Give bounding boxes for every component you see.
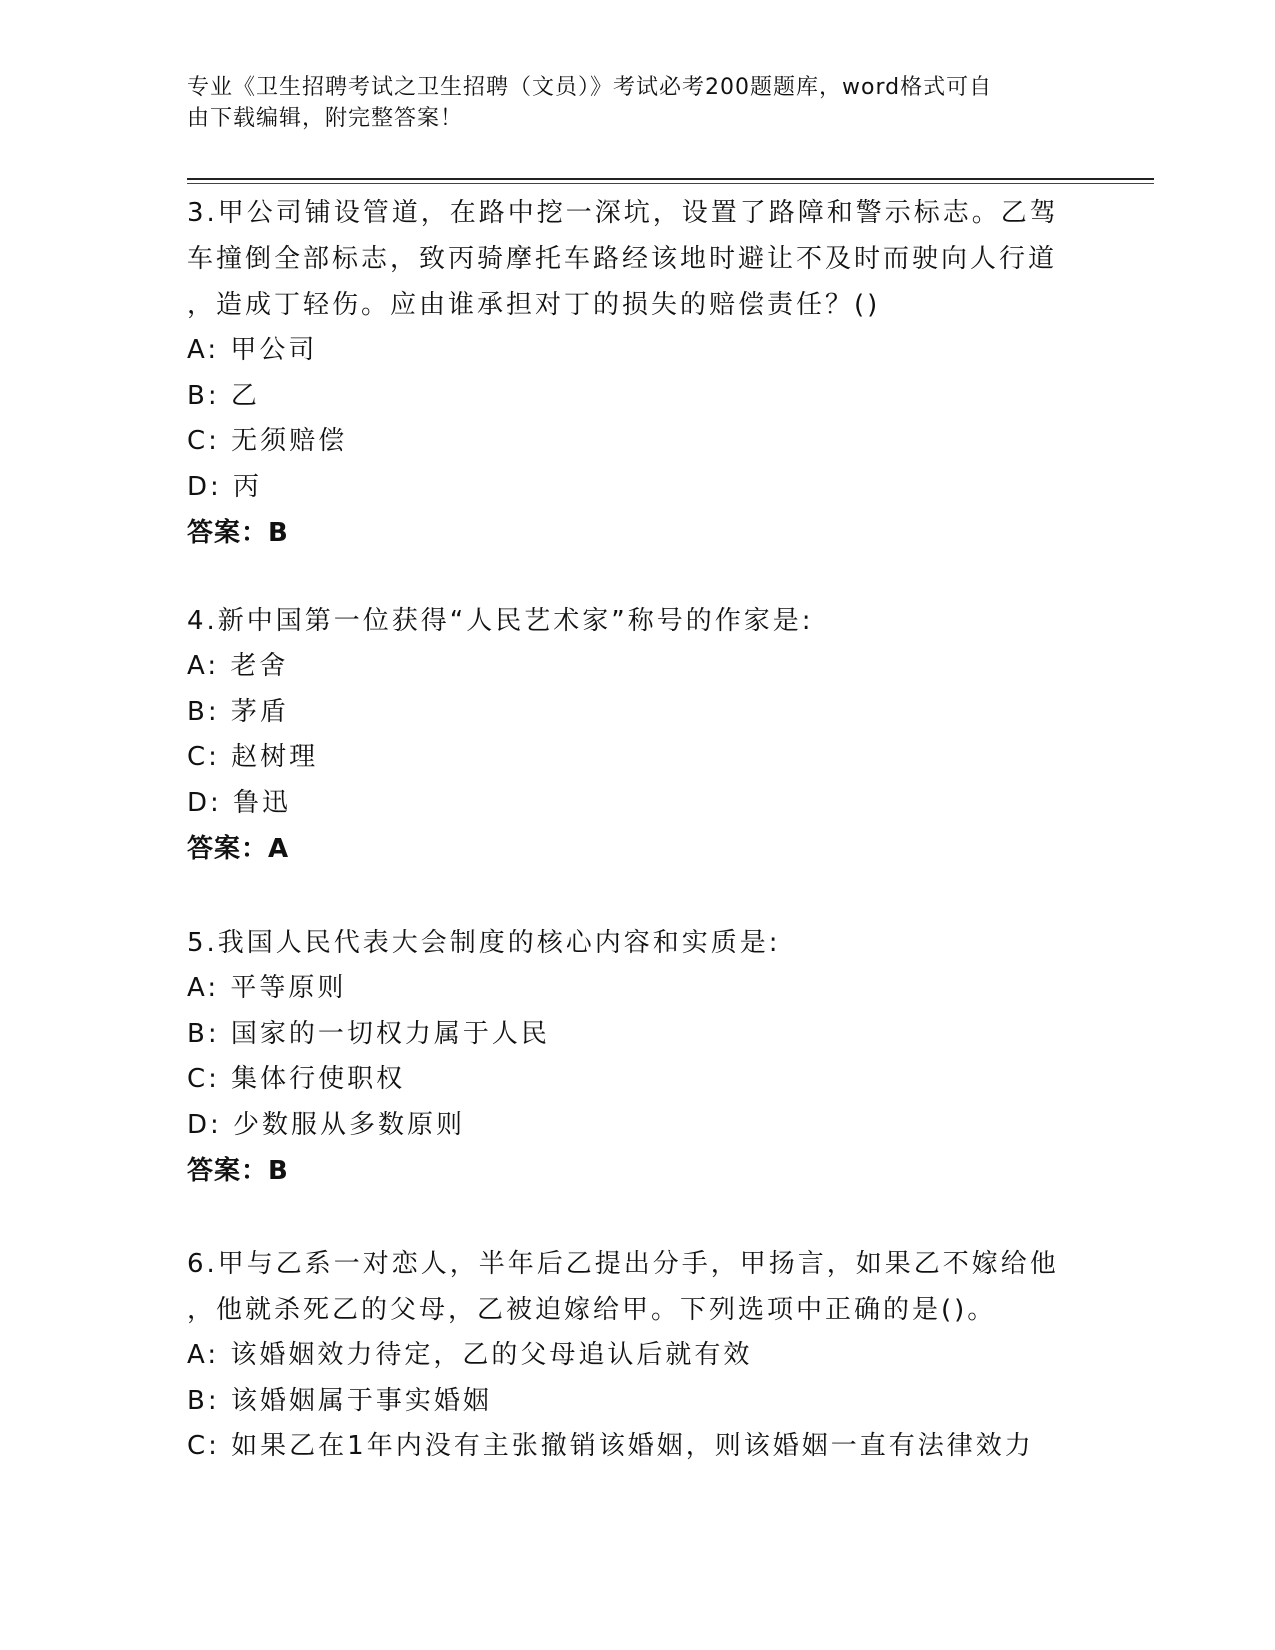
option-a: A: 平等原则: [187, 973, 347, 1003]
answer-line: 答案：B: [187, 518, 289, 548]
option-a: A: 甲公司: [187, 335, 318, 365]
option-c: C: 集体行使职权: [187, 1064, 406, 1094]
option-d: D: 少数服从多数原则: [187, 1109, 466, 1140]
answer-line: 答案：A: [187, 834, 290, 864]
option-c: C: 无须赔偿: [187, 426, 348, 456]
question-text: ，他就杀死乙的父母，乙被迫嫁给甲。下列选项中正确的是()。: [187, 1295, 997, 1325]
option-b: B: 国家的一切权力属于人民: [187, 1018, 550, 1049]
option-b: B: 乙: [187, 380, 260, 411]
question-block: [187, 190, 1067, 556]
header-line-1: 专业《卫生招聘考试之卫生招聘（文员）》考试必考200题题库，word格式可自: [187, 75, 993, 100]
question-text: 6.甲与乙系一对恋人，半年后乙提出分手，甲扬言，如果乙不嫁给他: [187, 1249, 1059, 1279]
header-divider-thin: [187, 183, 1154, 184]
question-block: [187, 598, 1067, 872]
question-text: 4.新中国第一位获得“人民艺术家”称号的作家是:: [187, 606, 814, 636]
question-block: [187, 920, 1067, 1194]
document-header: [187, 72, 1067, 134]
header-divider: [187, 178, 1154, 180]
option-d: D: 丙: [187, 471, 263, 502]
question-text: 车撞倒全部标志，致丙骑摩托车路经该地时避让不及时而驶向人行道: [187, 244, 1058, 274]
option-c: C: 如果乙在1年内没有主张撤销该婚姻，则该婚姻一直有法律效力: [187, 1431, 1034, 1461]
question-text: ，造成丁轻伤。应由谁承担对丁的损失的赔偿责任？(): [187, 290, 881, 320]
question-text: 5.我国人民代表大会制度的核心内容和实质是:: [187, 928, 781, 958]
option-d: D: 鲁迅: [187, 787, 292, 818]
option-b: B: 茅盾: [187, 696, 289, 727]
option-b: B: 该婚姻属于事实婚姻: [187, 1385, 492, 1416]
answer-line: 答案：B: [187, 1156, 289, 1186]
option-c: C: 赵树理: [187, 742, 319, 772]
option-a: A: 该婚姻效力待定，乙的父母追认后就有效: [187, 1340, 753, 1370]
question-block: [187, 1241, 1067, 1470]
header-line-2: 由下载编辑，附完整答案！: [187, 106, 464, 131]
question-text: 3.甲公司铺设管道，在路中挖一深坑，设置了路障和警示标志。乙驾: [187, 198, 1059, 228]
option-a: A: 老舍: [187, 651, 289, 681]
